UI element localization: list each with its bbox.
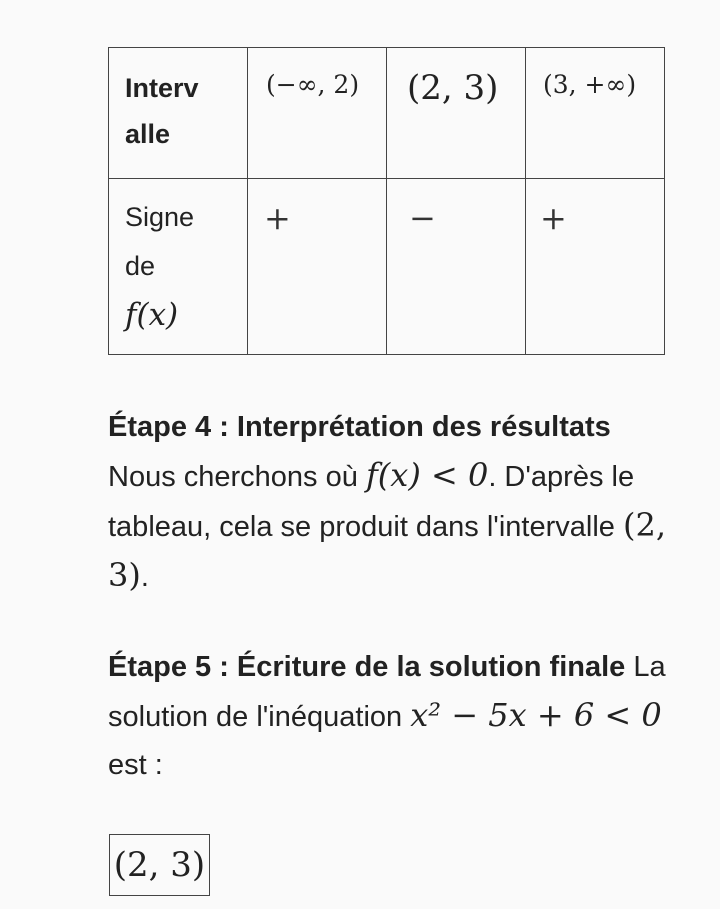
step5-text2: est : [108,749,163,781]
interval-cell [526,48,665,179]
table-header-row [109,48,665,179]
sign-value-2: − [409,199,436,237]
table-sign-row [109,179,665,355]
step5-title: Étape 5 : Écriture de la solution finale [108,651,626,683]
step4-paragraph [108,403,668,601]
sign-header-cell [109,179,248,355]
interval-1: (−∞, 2) [266,70,360,99]
sign-value-1: + [264,199,291,237]
table-header-cell [109,48,248,179]
interval-header-label: Intervalle [125,73,199,149]
step5-paragraph [108,643,668,789]
sign-cell [387,179,526,355]
sign-label-math: f(x) [125,297,179,333]
interval-cell [248,48,387,179]
step5-math1: x² − 5x + 6 < 0 [410,696,662,734]
step4-text1: Nous cherchons où [108,461,366,493]
step4-text3: . [140,561,149,593]
sign-value-3: + [540,199,567,237]
sign-table [108,47,665,355]
step4-math2: (2, 3) [108,506,666,594]
step4-title: Étape 4 : Interprétation des résultats [108,411,611,443]
answer-box: (2, 3) [109,834,210,896]
step4-text2: . D'après le tableau, cela se produit dans l'intervalle [108,461,635,543]
interval-2: (2, 3) [407,68,499,108]
step4-math1: f(x) < 0 [365,456,489,494]
sign-cell [248,179,387,355]
interval-3: (3, +∞) [543,70,637,99]
sign-cell [526,179,665,355]
sign-label-line1: Signe [125,202,195,232]
sign-header-label [109,179,247,341]
sign-label-line2: de [125,251,156,281]
interval-cell [387,48,526,179]
step5-text1: La solution de l'inéquation [108,651,666,733]
